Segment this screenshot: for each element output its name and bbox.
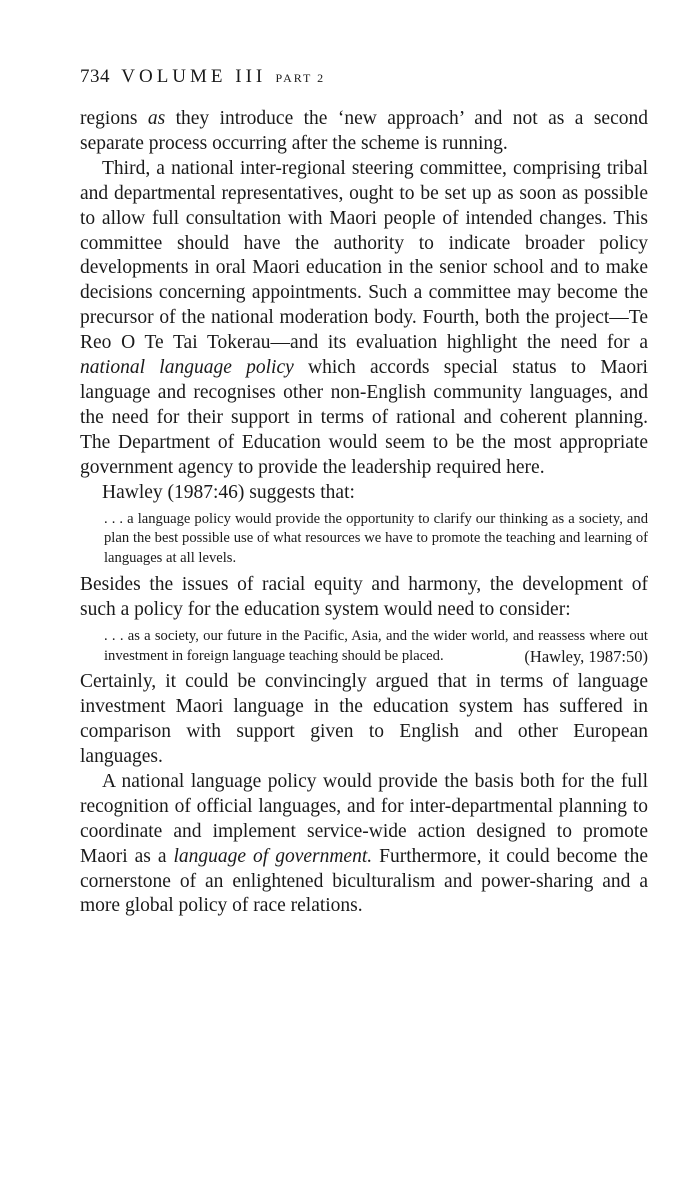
text-run: which accords special status to Maori language and recognises other non-English community languages, and the need for their support in terms of rational and coherent planning. The Department of Education would seem to be the most appropriate government agency to provide the leadership required here. bbox=[80, 357, 648, 478]
running-header bbox=[80, 66, 325, 88]
paragraph-besides: Besides the issues of racial equity and harmony, the development of such a policy for the education system would need to consider: bbox=[80, 573, 648, 620]
text-run: Third, a national inter-regional steering committee, comprising tribal and departmental representatives, ought to be set up as soon as possible to allow full consultation with Maori people of intended changes. This committee should have the authority to indicate broader policy developments in oral Maori education in the senior school and to make decisions concerning appointments. Such a committee may become the precursor of the national moderation body. Fourth, both the project—Te Reo O Te Tai Tokerau—and its evaluation highlight the need for a bbox=[80, 157, 648, 354]
paragraph-third-fourth bbox=[80, 157, 648, 481]
page-number: 734 bbox=[80, 66, 110, 87]
italic-run: as bbox=[147, 108, 166, 129]
quote-citation: (Hawley, 1987:50) bbox=[524, 646, 648, 666]
block-quote-2 bbox=[104, 627, 648, 667]
text-run: Furthermore, it could become the cornerstone of an enlightened biculturalism and power-sharing and a more global policy of race relations. bbox=[80, 845, 648, 917]
text-run: A national language policy would provide the basis both for the full recognition of official languages, and for inter-departmental planning to coordinate and implement service-wide action designed to promote Maori as a bbox=[80, 770, 648, 867]
text-run: regions bbox=[80, 108, 148, 129]
paragraph-national-policy bbox=[80, 770, 648, 919]
italic-run: language of government. bbox=[173, 845, 373, 867]
paragraph-continued bbox=[80, 107, 648, 157]
quote-text: . . . as a society, our future in the Pacific, Asia, and the wider world, and reassess where out investment in foreign language teaching should be placed. bbox=[104, 627, 648, 664]
paragraph-certainly: Certainly, it could be convincingly argued that in terms of language investment Maori language in the education system has suffered in comparison with support given to English and other European languages. bbox=[80, 671, 648, 768]
body-text bbox=[80, 107, 648, 919]
text-run: they introduce the ‘new approach’ and not as a second separate process occurring after the scheme is running. bbox=[80, 108, 648, 154]
part-label: PART 2 bbox=[275, 71, 326, 85]
paragraph-hawley-intro: Hawley (1987:46) suggests that: bbox=[102, 481, 355, 503]
volume-label: VOLUME III bbox=[121, 66, 267, 87]
italic-run: national language policy bbox=[80, 357, 294, 379]
block-quote-1: . . . a language policy would provide the opportunity to clarify our thinking as a society, and plan the best possible use of what resources we have to promote the teaching and learning of languages at all levels. bbox=[104, 510, 648, 567]
